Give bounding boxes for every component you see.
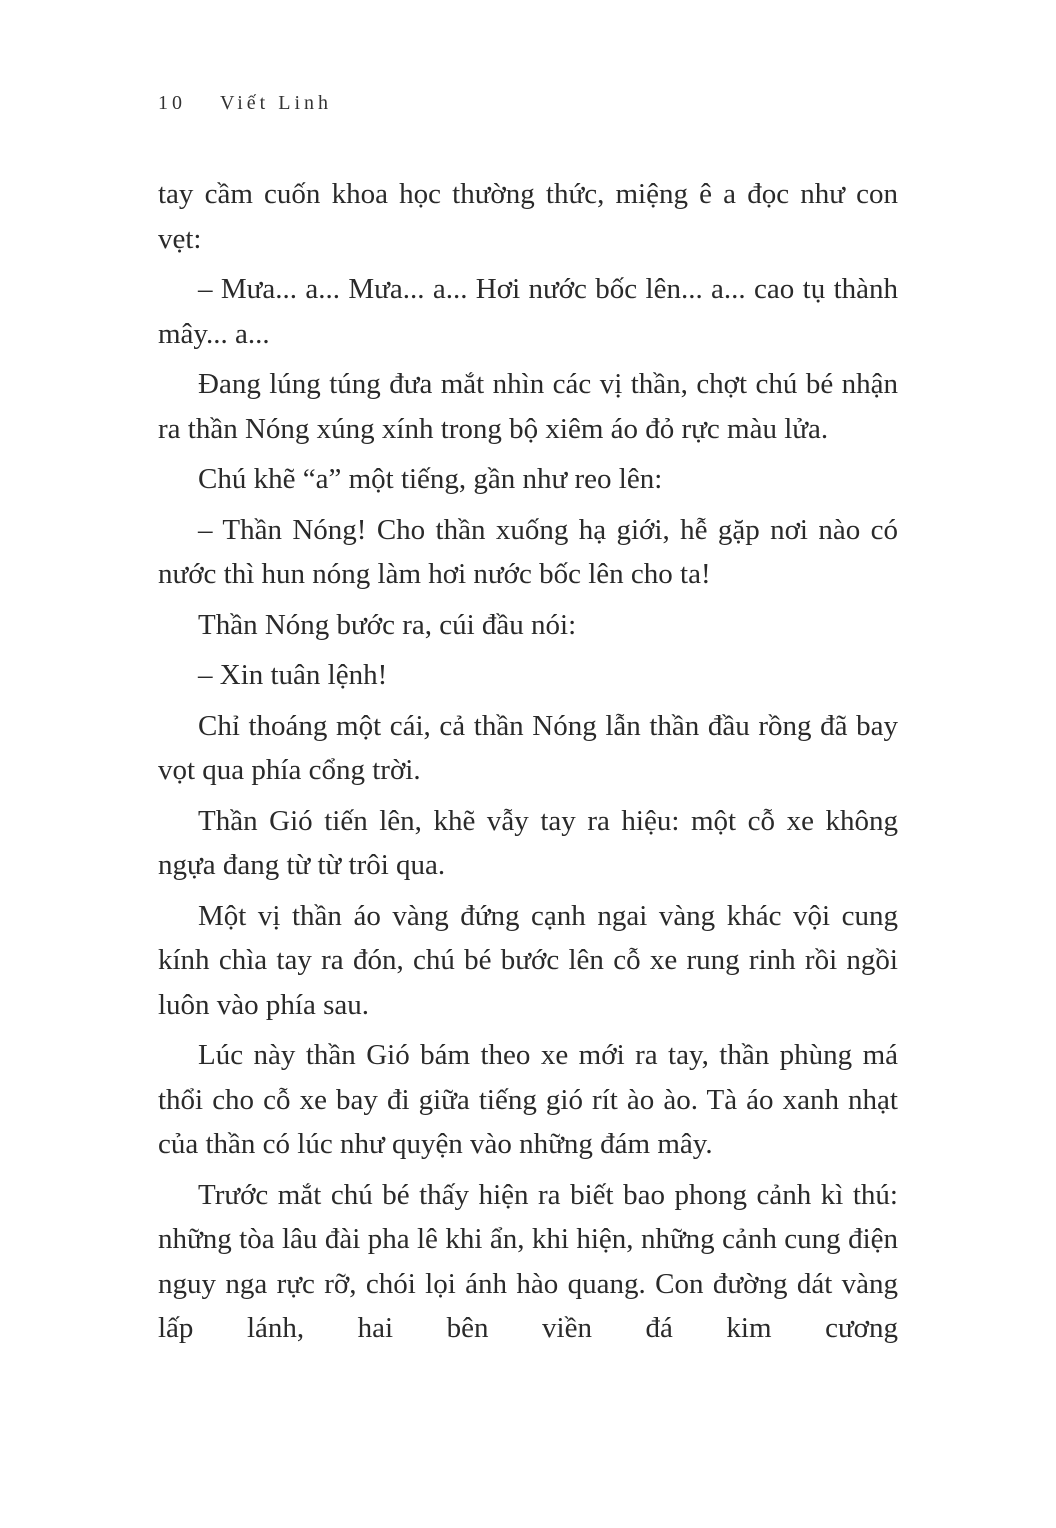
paragraph: Một vị thần áo vàng đứng cạnh ngai vàng khác vội cung kính chìa tay ra đón, chú bé bước lên cỗ xe rung rinh rồi ngồi luôn vào phía sau. — [158, 899, 898, 1021]
paragraph: Thần Gió tiến lên, khẽ vẫy tay ra hiệu: một cỗ xe không ngựa đang từ từ trôi qua. — [158, 804, 898, 881]
paragraph: – Thần Nóng! Cho thần xuống hạ giới, hễ gặp nơi nào có nước thì hun nóng làm hơi nước bốc lên cho ta! — [158, 513, 898, 590]
paragraph: Lúc này thần Gió bám theo xe mới ra tay, thần phùng má thổi cho cỗ xe bay đi giữa tiếng gió rít ào ào. Tà áo xanh nhạt của thần có lúc như quyện vào những đám mây. — [158, 1039, 898, 1160]
paragraph: – Xin tuân lệnh! — [198, 659, 388, 691]
paragraph: Chú khẽ “a” một tiếng, gần như reo lên: — [198, 463, 663, 495]
paragraph: Chỉ thoáng một cái, cả thần Nóng lẫn thần đầu rồng đã bay vọt qua phía cổng trời. — [158, 709, 898, 786]
paragraph: Trước mắt chú bé thấy hiện ra biết bao phong cảnh kì thú: những tòa lâu đài pha lê khi ẩn, khi hiện, những cảnh cung điện nguy nga rực rỡ, chói lọi ánh hào quang. Con đường dát vàng lấp lánh, hai bên viền đá kim cương — [158, 1178, 898, 1344]
paragraph: – Mưa... a... Mưa... a... Hơi nước bốc lên... a... cao tụ thành mây... a... — [158, 273, 898, 350]
body-text — [158, 172, 898, 1351]
paragraph: Thần Nóng bước ra, cúi đầu nói: — [198, 608, 577, 641]
paragraph: Đang lúng túng đưa mắt nhìn các vị thần, chợt chú bé nhận ra thần Nóng xúng xính trong bộ xiêm áo đỏ rực màu lửa. — [158, 368, 898, 445]
author-name: Viết Linh — [220, 92, 333, 114]
running-header — [158, 92, 332, 115]
page-number: 10 — [158, 92, 186, 114]
paragraph: tay cầm cuốn khoa học thường thức, miệng ê a đọc như con vẹt: — [158, 178, 898, 255]
